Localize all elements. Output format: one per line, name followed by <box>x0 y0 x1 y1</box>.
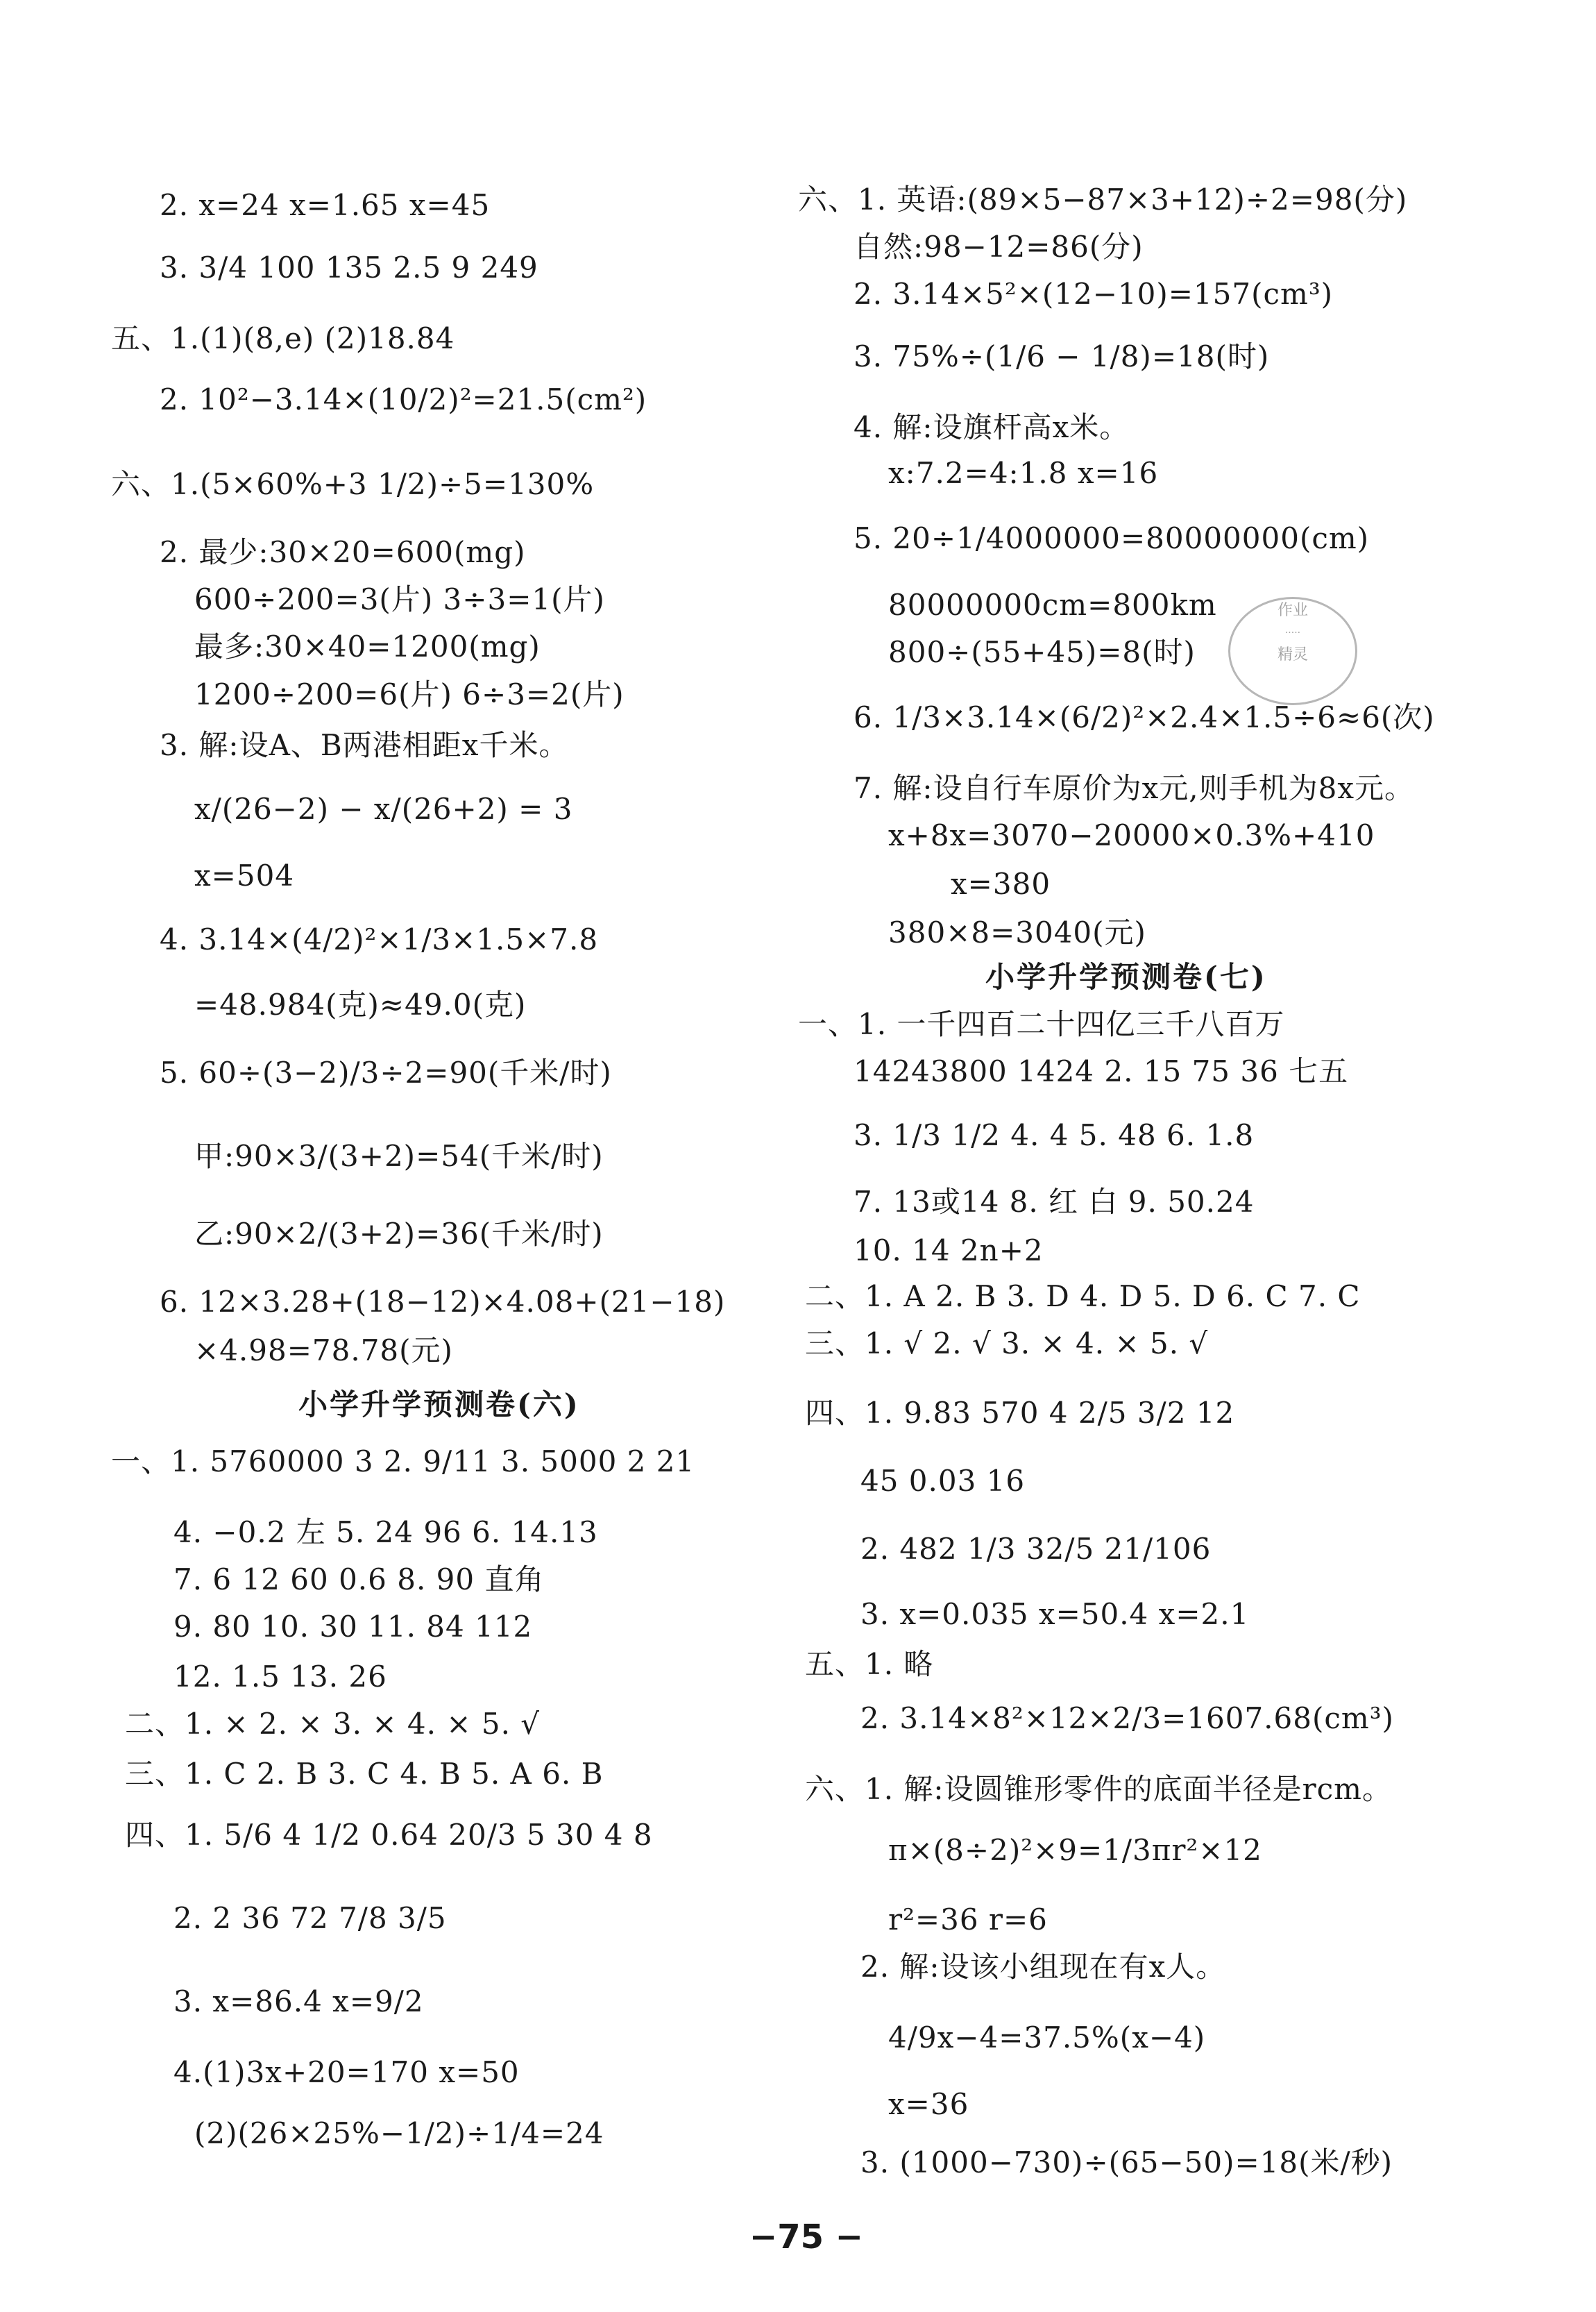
stamp-text-top: 作业 <box>1277 602 1308 619</box>
answer-line: 3. 75%÷(1/6 − 1/8)=18(时) <box>854 339 1270 373</box>
answer-line: ×4.98=78.78(元) <box>194 1333 453 1367</box>
answer-line: x=36 <box>888 2087 969 2121</box>
answer-line: r²=36 r=6 <box>888 1902 1048 1936</box>
answer-line: x:7.2=4:1.8 x=16 <box>888 456 1159 490</box>
answer-line: 9. 80 10. 30 11. 84 112 <box>173 1610 533 1644</box>
answer-line: π×(8÷2)²×9=1/3πr²×12 <box>888 1833 1262 1867</box>
answer-line: 最多:30×40=1200(mg) <box>194 630 541 664</box>
answer-line: 四、1. 9.83 570 4 2/5 3/2 12 <box>805 1396 1235 1430</box>
answer-line: 12. 1.5 13. 26 <box>173 1660 387 1694</box>
answer-line: 5. 20÷1/4000000=80000000(cm) <box>854 521 1370 555</box>
answer-line: 4. 解:设旗杆高x米。 <box>854 410 1130 444</box>
answer-line: 6. 12×3.28+(18−12)×4.08+(21−18) <box>160 1285 726 1319</box>
answer-line: 7. 6 12 60 0.6 8. 90 直角 <box>173 1562 545 1596</box>
answer-line: 二、1. A 2. B 3. D 4. D 5. D 6. C 7. C <box>805 1279 1361 1313</box>
answer-line: 4.(1)3x+20=170 x=50 <box>173 2055 520 2089</box>
answer-line: 2. 482 1/3 32/5 21/106 <box>860 1532 1212 1566</box>
answer-line: 六、1. 英语:(89×5−87×3+12)÷2=98(分) <box>798 183 1408 217</box>
homework-stamp: 作业 ····· 精灵 <box>1228 597 1357 705</box>
answer-line: 二、1. × 2. × 3. × 4. × 5. √ <box>125 1707 541 1741</box>
answer-line: 80000000cm=800km <box>888 588 1217 622</box>
answer-line: 800÷(55+45)=8(时) <box>888 635 1196 669</box>
answer-line: 380×8=3040(元) <box>888 915 1146 950</box>
answer-line: 四、1. 5/6 4 1/2 0.64 20/3 5 30 4 8 <box>125 1818 653 1852</box>
answer-line: x=380 <box>951 867 1051 901</box>
answer-line: 14243800 1424 2. 15 75 36 七五 <box>854 1054 1349 1088</box>
answer-line: 5. 60÷(3−2)/3÷2=90(千米/时) <box>160 1056 612 1090</box>
answer-line: 1200÷200=6(片) 6÷3=2(片) <box>194 677 625 711</box>
answer-line: 一、1. 一千四百二十四亿三千八百万 <box>798 1007 1285 1041</box>
answer-line: 甲:90×3/(3+2)=54(千米/时) <box>194 1139 604 1173</box>
answer-line: x+8x=3070−20000×0.3%+410 <box>888 818 1375 852</box>
answer-line: 7. 解:设自行车原价为x元,则手机为8x元。 <box>854 771 1415 805</box>
answer-line: 2. 3.14×5²×(12−10)=157(cm³) <box>854 277 1334 311</box>
section-title: 小学升学预测卷(七) <box>985 960 1267 994</box>
section-title: 小学升学预测卷(六) <box>298 1387 580 1421</box>
answer-line: 2. 2 36 72 7/8 3/5 <box>173 1901 447 1935</box>
answer-line: 2. 解:设该小组现在有x人。 <box>860 1950 1226 1984</box>
answer-line: 2. 10²−3.14×(10/2)²=21.5(cm²) <box>160 382 647 416</box>
answer-line: 六、1. 解:设圆锥形零件的底面半径是rcm。 <box>805 1772 1392 1806</box>
answer-line: 3. 3/4 100 135 2.5 9 249 <box>160 251 538 285</box>
answer-line: 4. 3.14×(4/2)²×1/3×1.5×7.8 <box>160 922 599 956</box>
answer-line: 2. 3.14×8²×12×2/3=1607.68(cm³) <box>860 1701 1394 1735</box>
answer-line: 45 0.03 16 <box>860 1464 1026 1498</box>
answer-line: x/(26−2) − x/(26+2) = 3 <box>194 792 573 826</box>
answer-line: (2)(26×25%−1/2)÷1/4=24 <box>194 2116 604 2150</box>
answer-line: 6. 1/3×3.14×(6/2)²×2.4×1.5÷6≈6(次) <box>854 700 1435 734</box>
answer-line: 3. x=0.035 x=50.4 x=2.1 <box>860 1597 1250 1631</box>
answer-line: 3. 1/3 1/2 4. 4 5. 48 6. 1.8 <box>854 1118 1255 1152</box>
answer-line: 10. 14 2n+2 <box>854 1233 1044 1267</box>
answer-line: 六、1.(5×60%+3 1/2)÷5=130% <box>111 467 595 501</box>
answer-line: 3. x=86.4 x=9/2 <box>173 1984 424 2018</box>
answer-line: 7. 13或14 8. 红 白 9. 50.24 <box>854 1185 1255 1219</box>
answer-line: 乙:90×2/(3+2)=36(千米/时) <box>194 1217 604 1251</box>
answer-line: 三、1. C 2. B 3. C 4. B 5. A 6. B <box>125 1757 604 1791</box>
answer-line: 600÷200=3(片) 3÷3=1(片) <box>194 582 605 616</box>
answer-line: 自然:98−12=86(分) <box>854 230 1144 264</box>
answer-line: 一、1. 5760000 3 2. 9/11 3. 5000 2 21 <box>111 1444 695 1478</box>
answer-line: 3. 解:设A、B两港相距x千米。 <box>160 728 569 762</box>
answer-line: 2. x=24 x=1.65 x=45 <box>160 188 491 222</box>
answer-line: 3. (1000−730)÷(65−50)=18(米/秒) <box>860 2145 1393 2179</box>
stamp-text-bottom: 精灵 <box>1277 646 1308 664</box>
answer-line: 2. 最少:30×20=600(mg) <box>160 535 526 569</box>
answer-line: =48.984(克)≈49.0(克) <box>194 988 527 1022</box>
answer-line: 五、1. 略 <box>805 1647 934 1681</box>
answer-line: 五、1.(1)(8,e) (2)18.84 <box>111 321 455 355</box>
answer-line: 4/9x−4=37.5%(x−4) <box>888 2020 1206 2054</box>
answer-line: 三、1. √ 2. √ 3. × 4. × 5. √ <box>805 1326 1209 1360</box>
answer-line: 4. −0.2 左 5. 24 96 6. 14.13 <box>173 1515 598 1549</box>
page-number: −75 − <box>749 2218 863 2256</box>
answer-line: x=504 <box>194 859 295 893</box>
